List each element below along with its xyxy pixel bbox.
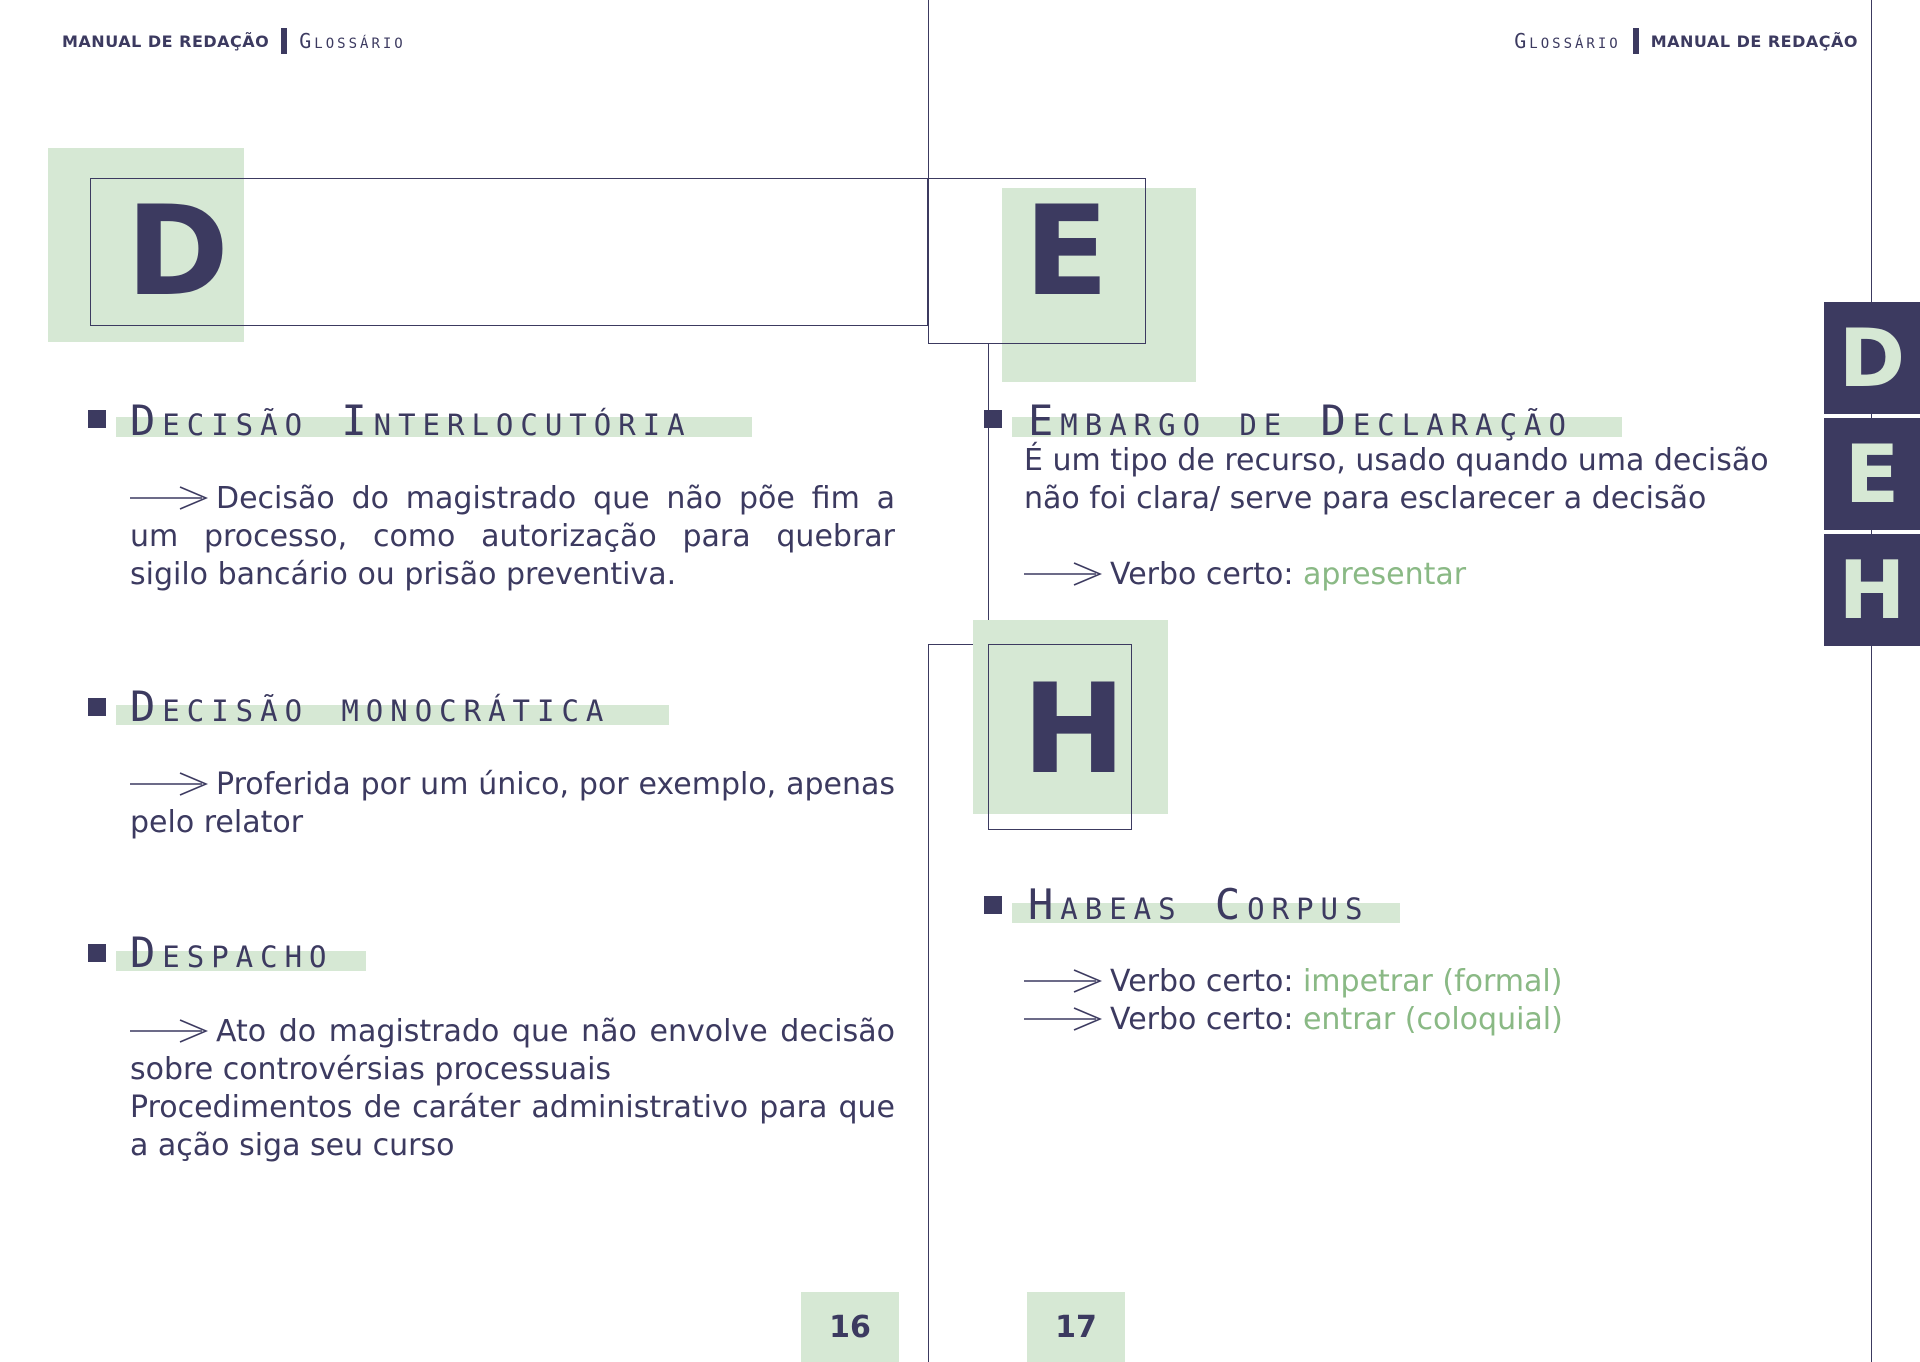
definition-extra: Procedimentos de caráter administrativo para que a ação siga seu curso	[130, 1090, 895, 1163]
verb-list-habeas-corpus	[1024, 963, 1563, 1039]
verb-label: Verbo certo:	[1110, 964, 1303, 999]
side-tab-d[interactable]: D	[1824, 302, 1920, 414]
term-bullet	[88, 944, 106, 962]
letter-h: H	[1022, 658, 1126, 802]
arrow-icon	[1024, 969, 1102, 993]
verb-label: Verbo certo:	[1110, 557, 1303, 592]
term-decisao-interlocutoria: Decisão Interlocutória	[130, 396, 692, 445]
term-bullet	[88, 410, 106, 428]
header-manual-title: MANUAL DE REDAÇÃO	[62, 31, 270, 51]
definition-embargo: É um tipo de recurso, usado quando uma decisão não foi clara/ serve para esclarecer a decisão	[1024, 443, 1769, 516]
side-index	[1824, 302, 1920, 646]
term-bullet	[984, 896, 1002, 914]
right-margin-line	[1871, 0, 1872, 1362]
verb-label: Verbo certo:	[1110, 1002, 1303, 1037]
header-divider	[1633, 28, 1639, 54]
definition-line	[130, 1013, 895, 1089]
term-bullet	[88, 698, 106, 716]
arrow-icon	[130, 1019, 208, 1043]
letter-d: D	[126, 180, 229, 324]
verb-line	[1024, 963, 1563, 1001]
term-decisao-monocratica: Decisão monocrática	[130, 682, 611, 731]
side-tab-e[interactable]: E	[1824, 418, 1920, 530]
verb-value: entrar (coloquial)	[1302, 1002, 1563, 1037]
page-number-left: 16	[801, 1292, 899, 1362]
verb-line-embargo	[1024, 556, 1466, 594]
verb-value: apresentar	[1302, 557, 1467, 592]
definition-decisao-interlocutoria	[130, 480, 895, 594]
definition-text: Ato do magistrado que não envolve decisão sobre controvérsias processuais	[130, 1014, 895, 1087]
side-tab-h[interactable]: H	[1824, 534, 1920, 646]
left-header	[62, 28, 406, 54]
verb-line	[1024, 1001, 1563, 1039]
right-header	[1514, 28, 1858, 54]
definition-text: Proferida por um único, por exemplo, apenas pelo relator	[130, 767, 895, 840]
verb-value: impetrar (formal)	[1302, 964, 1563, 999]
definition-text: Decisão do magistrado que não põe fim a um processo, como autorização para quebrar sigilo bancário ou prisão preventiva.	[130, 481, 895, 592]
arrow-icon	[130, 486, 208, 510]
term-habeas-corpus: Habeas Corpus	[1028, 880, 1370, 929]
header-divider	[281, 28, 287, 54]
arrow-icon	[130, 772, 208, 796]
term-bullet	[984, 410, 1002, 428]
definition-despacho	[130, 1013, 895, 1165]
connector-line-e-h	[988, 343, 989, 645]
header-manual-title: MANUAL DE REDAÇÃO	[1650, 31, 1858, 51]
definition-decisao-monocratica	[130, 766, 895, 842]
arrow-icon	[1024, 1007, 1102, 1031]
spine-line-bottom	[928, 644, 929, 1362]
term-despacho: Despacho	[130, 928, 334, 977]
letter-e: E	[1024, 180, 1109, 324]
page-number-right: 17	[1027, 1292, 1125, 1362]
header-section: Glossário	[1514, 29, 1621, 53]
term-embargo-de-declaracao: Embargo de Declaração	[1028, 396, 1573, 445]
arrow-icon	[1024, 562, 1102, 586]
header-section: Glossário	[299, 29, 406, 53]
